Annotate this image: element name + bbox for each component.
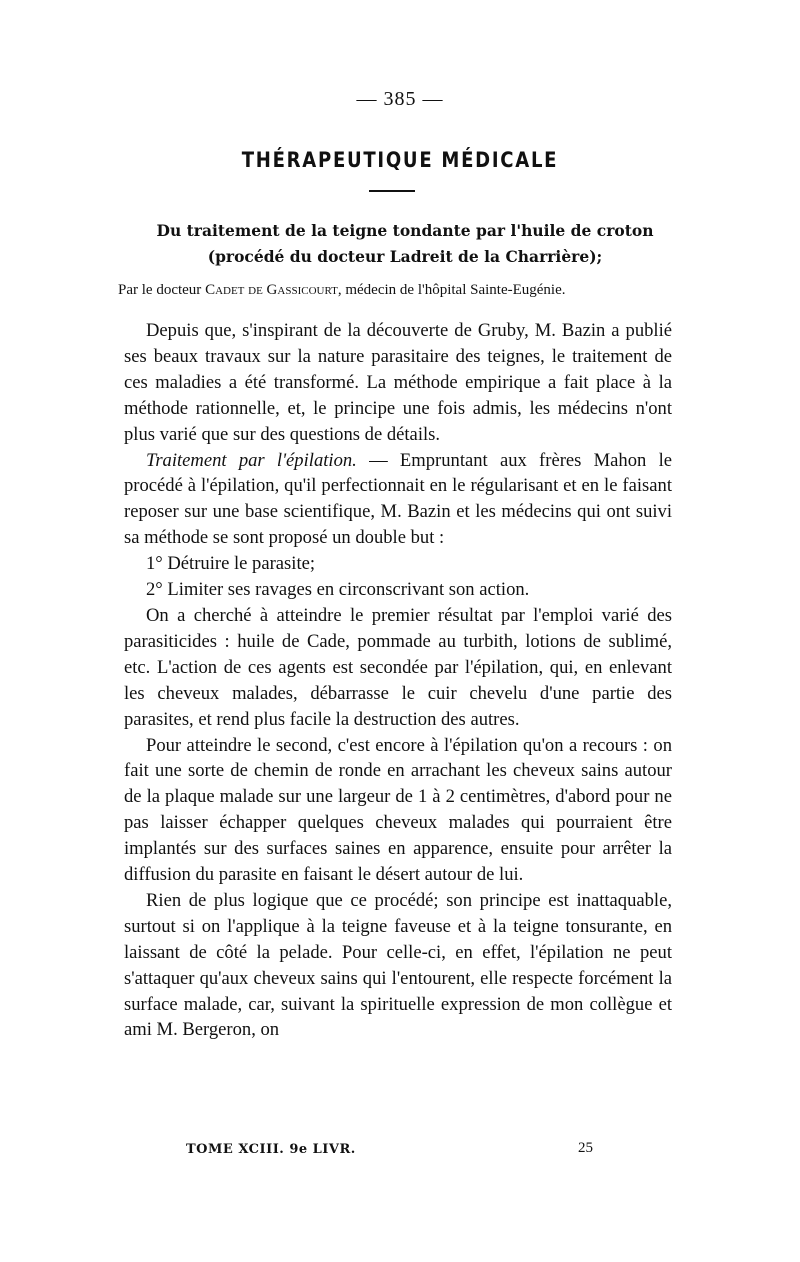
paragraph-2-text: — Empruntant aux frères Mahon le procédé à l'épilation, qu'il perfectionnait en le régularisant et en le faisant reposer sur une base scientifique, M. Bazin et les médecins qui ont suivi sa méthode se sont proposé un double but : (124, 449, 672, 549)
paragraph-1: Depuis que, s'inspirant de la découverte de Gruby, M. Bazin a publié ses beaux travaux sur la nature parasitaire des teignes, le traitement de ces maladies a été transformé. La méthode empirique a fait place à la méthode rationnelle, et, le principe une fois admis, les médecins n'ont plus varié que sur des questions de détails. (124, 320, 672, 445)
byline-author: Cadet de Gassicourt (205, 282, 338, 298)
body-text (124, 318, 672, 1043)
list-item-2: 2° Limiter ses ravages en circonscrivant son action. (146, 579, 530, 601)
page-footer (0, 1138, 800, 1162)
article-title-line2: (procédé du docteur Ladreit de la Charrière); (207, 247, 603, 266)
byline-prefix: Par le docteur (118, 282, 206, 298)
paragraph-3: On a cherché à atteindre le premier résultat par l'emploi varié des parasiticides : huile de Cade, pommade au turbith, lotions de sublimé, etc. L'action de ces agents est secondée par l'épilation, qui, en enlevant les cheveux malades, débarrasse le cuir chevelu d'une partie des parasites, et rend plus facile la destruction des autres. (124, 604, 672, 730)
paragraph-4: Pour atteindre le second, c'est encore à l'épilation qu'on a recours : on fait une sorte de chemin de ronde en arrachant les cheveux sains autour de la plaque malade sur une largeur de 1 à 2 centimètres, d'abord pour ne pas laisser échapper quelques cheveux malades qui pourraient être implantés sur des surfaces saines en apparence, ensuite pour arrêter la diffusion du parasite en faisant le désert autour de lui. (124, 734, 672, 886)
byline-suffix: , médecin de l'hôpital Sainte-Eugénie. (337, 282, 566, 298)
page-number: — 385 — (356, 88, 444, 110)
footer-signature: TOME XCIII. 9e LIVR. (186, 1142, 356, 1157)
paragraph-2-heading: Traitement par l'épilation. (146, 449, 357, 471)
section-title: THÉRAPEUTIQUE MÉDICALE (241, 148, 559, 172)
byline (118, 282, 698, 299)
article-title-line1: Du traitement de la teigne tondante par l'huile de croton (156, 221, 654, 240)
footer-sheet-number: 25 (578, 1140, 593, 1156)
list-item-1: 1° Détruire le parasite; (146, 553, 316, 575)
article-title (110, 218, 700, 270)
paragraph-5: Rien de plus logique que ce procédé; son principe est inattaquable, surtout si on l'applique à la teigne faveuse et à la teigne tonsurante, en laissant de côté la pelade. Pour celle-ci, en effet, l'épilation ne peut s'attaquer qu'aux cheveux sains qui l'entourent, elle respecte forcément la surface malade, car, suivant la spirituelle expression de mon collègue et ami M. Bergeron, on (124, 889, 672, 1041)
title-rule (369, 190, 415, 192)
paragraph-2 (124, 448, 672, 552)
